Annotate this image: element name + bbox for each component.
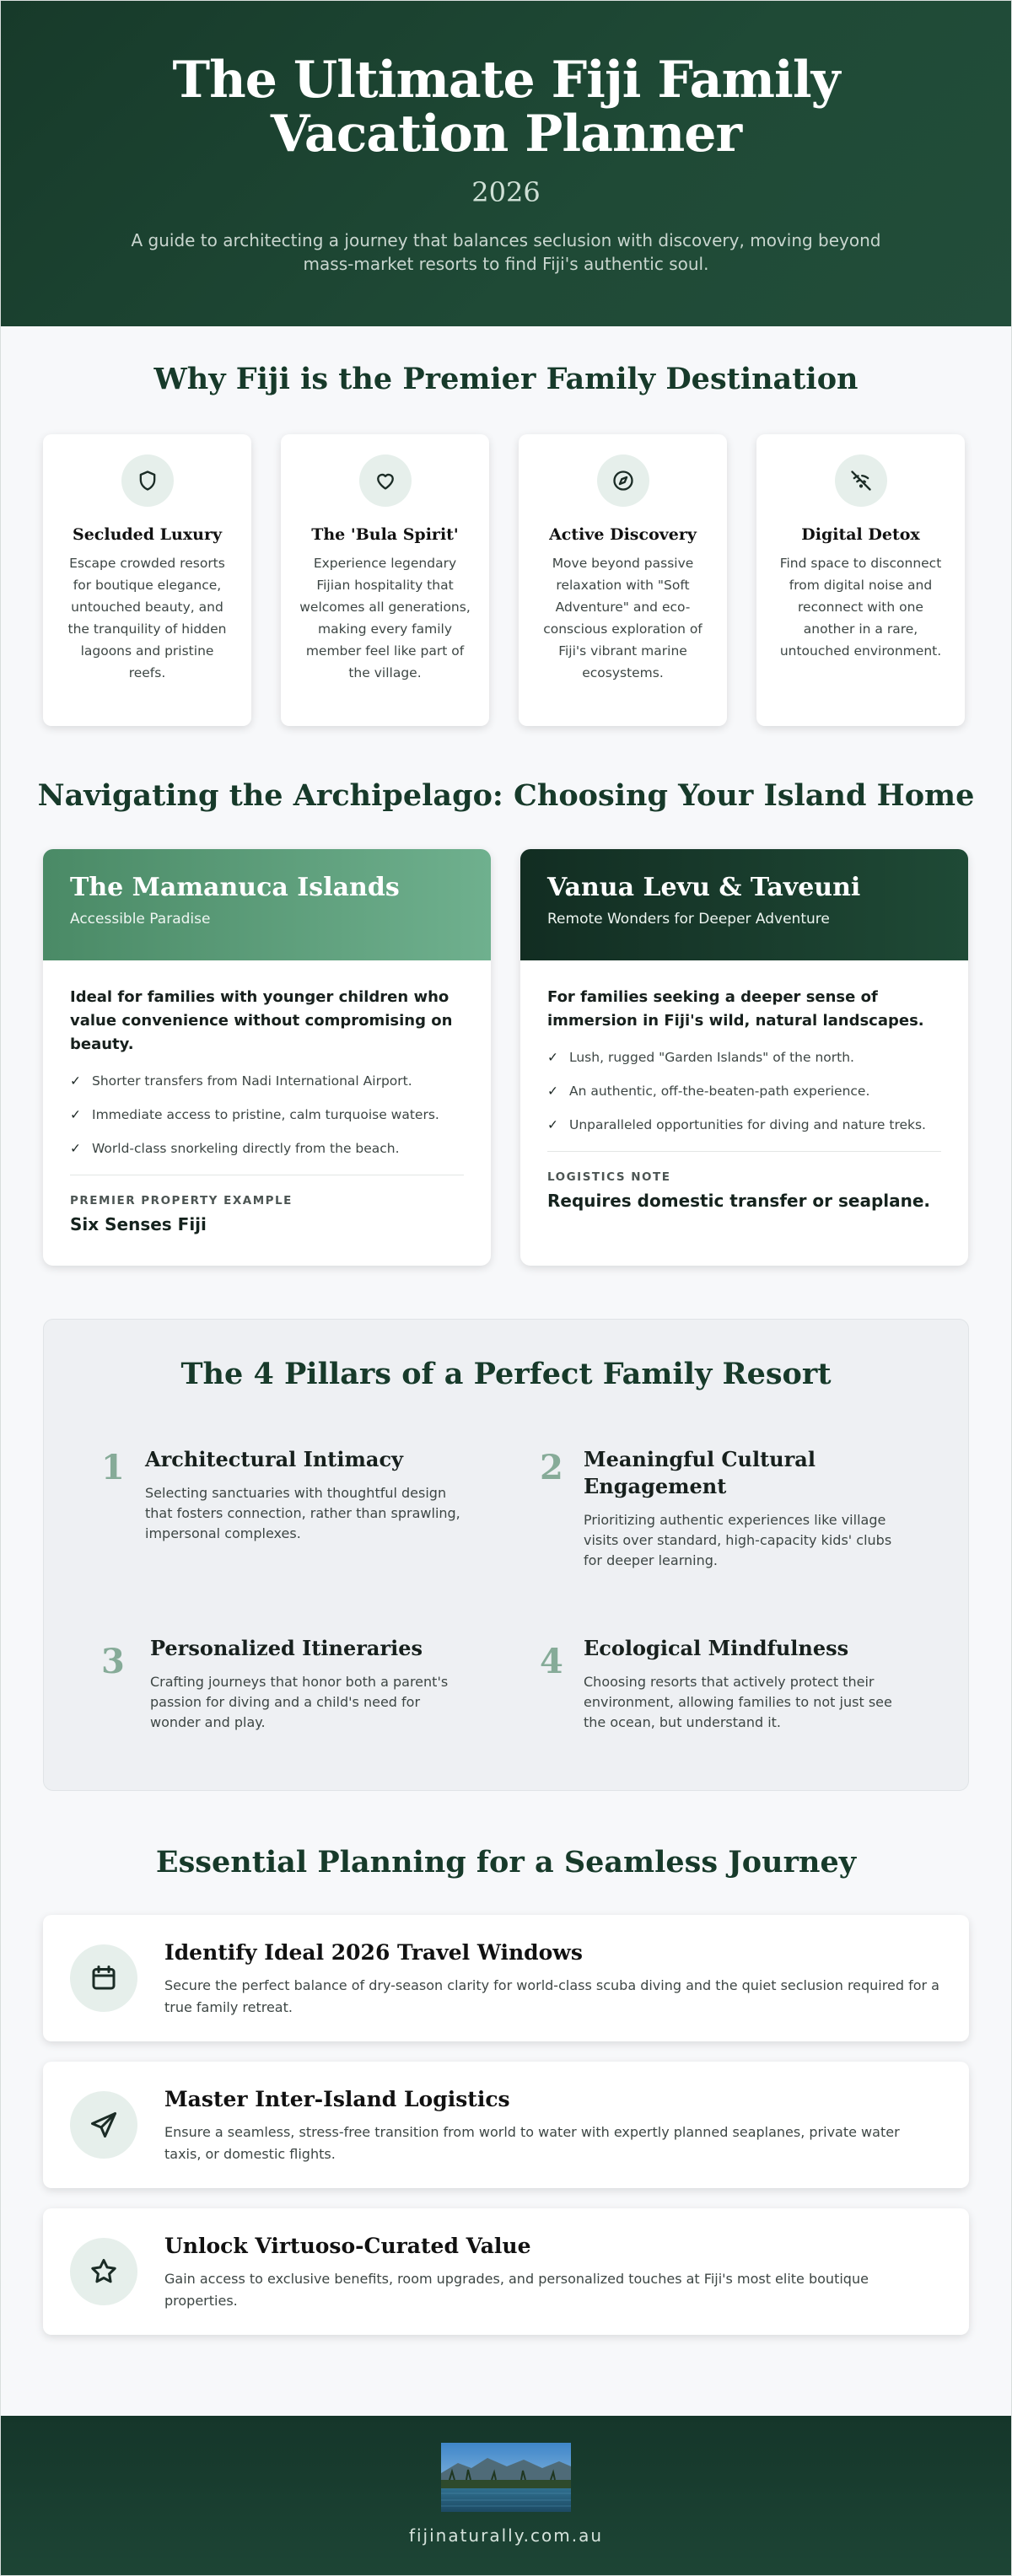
step-title: Master Inter-Island Logistics xyxy=(164,2087,510,2111)
feature-title: The 'Bula Spirit' xyxy=(311,525,459,544)
island-card-header xyxy=(43,849,491,960)
feature-card-bula-spirit xyxy=(281,434,489,726)
pillar-title: Ecological Mindfulness xyxy=(584,1636,849,1660)
check-icon: ✓ xyxy=(70,1073,81,1089)
year-label: 2026 xyxy=(471,176,541,208)
feature-title: Active Discovery xyxy=(549,525,697,544)
island-name: Vanua Levu & Taveuni xyxy=(547,873,861,902)
feature-text: Find space to disconnect from digital noise and reconnect with one another in a rare, untouched environment. xyxy=(779,556,942,659)
list-item: ✓ World-class snorkeling directly from the beach. xyxy=(70,1141,400,1156)
pillars-section-title: The 4 Pillars of a Perfect Family Resort xyxy=(180,1357,832,1391)
planning-step xyxy=(43,2208,969,2335)
pillar-text: Crafting journeys that honor both a parent's passion for diving and a child's need for wonder and play. xyxy=(150,1674,449,1730)
feature-card-secluded-luxury xyxy=(43,434,251,726)
island-points xyxy=(547,1048,941,1134)
pillar-title: Meaningful Cultural Engagement xyxy=(584,1447,816,1498)
island-card-header xyxy=(520,849,968,960)
island-footer-value: Six Senses Fiji xyxy=(70,1214,207,1234)
footer xyxy=(1,2416,1011,2575)
step-text: Ensure a seamless, stress-free transition from world to water with expertly planned seaplanes, private water taxis, or domestic flights. xyxy=(164,2124,900,2162)
island-lead: Ideal for families with younger children who value convenience without compromising on beauty. xyxy=(70,988,453,1053)
why-section-title: Why Fiji is the Premier Family Destination xyxy=(153,362,859,396)
hero-header xyxy=(1,1,1011,326)
island-name: The Mamanuca Islands xyxy=(70,873,400,902)
island-tagline: Accessible Paradise xyxy=(70,911,211,928)
check-icon: ✓ xyxy=(547,1084,558,1099)
island-cards xyxy=(43,849,969,1266)
pillar-number: 4 xyxy=(540,1642,563,1681)
send-icon xyxy=(70,2091,137,2159)
pillar-title: Architectural Intimacy xyxy=(145,1447,403,1471)
check-icon: ✓ xyxy=(70,1141,81,1156)
list-item: ✓ An authentic, off-the-beaten-path experience. xyxy=(547,1084,870,1099)
calendar-icon xyxy=(70,1944,137,2012)
island-card-mamanuca xyxy=(43,849,491,1266)
hero-subtitle: A guide to architecting a journey that balances seclusion with discovery, moving beyond mass-market resorts to find Fiji's authentic soul. xyxy=(131,230,881,274)
pillar-text: Prioritizing authentic experiences like village visits over standard, high-capacity kids' clubs for deeper learning. xyxy=(584,1512,892,1568)
star-icon xyxy=(70,2238,137,2305)
list-item: ✓ Immediate access to pristine, calm turquoise waters. xyxy=(70,1107,439,1122)
island-footer-value: Requires domestic transfer or seaplane. xyxy=(547,1191,931,1211)
check-icon: ✓ xyxy=(70,1107,81,1122)
step-text: Gain access to exclusive benefits, room upgrades, and personalized touches at Fiji's most elite boutique properties. xyxy=(164,2271,869,2309)
island-points xyxy=(70,1072,464,1158)
island-card-vanua-levu xyxy=(520,849,968,1266)
shield-icon xyxy=(121,454,174,507)
step-title: Identify Ideal 2026 Travel Windows xyxy=(164,1940,583,1965)
list-item: ✓ Shorter transfers from Nadi International Airport. xyxy=(70,1073,412,1089)
step-title: Unlock Virtuoso-Curated Value xyxy=(164,2234,531,2258)
divider xyxy=(547,1151,941,1152)
planning-step xyxy=(43,1915,969,2041)
feature-text: Experience legendary Fijian hospitality that welcomes all generations, making every family member feel like part of the village. xyxy=(299,556,471,680)
island-footer-label: LOGISTICS NOTE xyxy=(547,1170,671,1184)
island-lead: For families seeking a deeper sense of immersion in Fiji's wild, natural landscapes. xyxy=(547,988,924,1030)
pillars-section xyxy=(43,1319,969,1791)
heart-icon xyxy=(359,454,412,507)
islands-section-title: Navigating the Archipelago: Choosing Your Island Home xyxy=(37,778,975,813)
planning-step xyxy=(43,2062,969,2188)
feature-text: Move beyond passive relaxation with "Soft Adventure" and eco-conscious exploration of Fiji's vibrant marine ecosystems. xyxy=(543,556,702,680)
feature-card-digital-detox xyxy=(756,434,965,726)
feature-card-active-discovery xyxy=(519,434,727,726)
feature-cards xyxy=(43,434,969,726)
planning-section-title: Essential Planning for a Seamless Journey xyxy=(155,1845,857,1880)
island-photo xyxy=(441,2443,571,2512)
step-text: Secure the perfect balance of dry-season clarity for world-class scuba diving and the quiet seclusion required for a true family retreat. xyxy=(164,1977,939,2015)
pillar-text: Choosing resorts that actively protect their environment, allowing families to not just see the ocean, but understand it. xyxy=(584,1674,892,1730)
pillar-number: 1 xyxy=(101,1448,125,1487)
pillar-number: 2 xyxy=(540,1448,563,1487)
feature-title: Digital Detox xyxy=(801,525,920,544)
check-icon: ✓ xyxy=(547,1117,558,1132)
island-footer-label: PREMIER PROPERTY EXAMPLE xyxy=(70,1194,293,1207)
pillar-title: Personalized Itineraries xyxy=(150,1636,423,1660)
feature-title: Secluded Luxury xyxy=(72,525,223,544)
island-tagline: Remote Wonders for Deeper Adventure xyxy=(547,911,830,928)
pillar-number: 3 xyxy=(101,1642,125,1681)
pillar-text: Selecting sanctuaries with thoughtful design that fosters connection, rather than sprawling, impersonal complexes. xyxy=(145,1485,460,1541)
page-title: The Ultimate Fiji Family Vacation Planner xyxy=(172,51,840,164)
list-item: ✓ Unparalleled opportunities for diving and nature treks. xyxy=(547,1117,926,1132)
list-item: ✓ Lush, rugged "Garden Islands" of the north. xyxy=(547,1050,854,1065)
check-icon: ✓ xyxy=(547,1050,558,1065)
feature-text: Escape crowded resorts for boutique elegance, untouched beauty, and the tranquility of hidden lagoons and pristine reefs. xyxy=(67,556,227,680)
planning-steps xyxy=(43,1915,969,2355)
compass-icon xyxy=(597,454,649,507)
footer-website: fijinaturally.com.au xyxy=(408,2525,604,2546)
wifi-off-icon xyxy=(835,454,887,507)
